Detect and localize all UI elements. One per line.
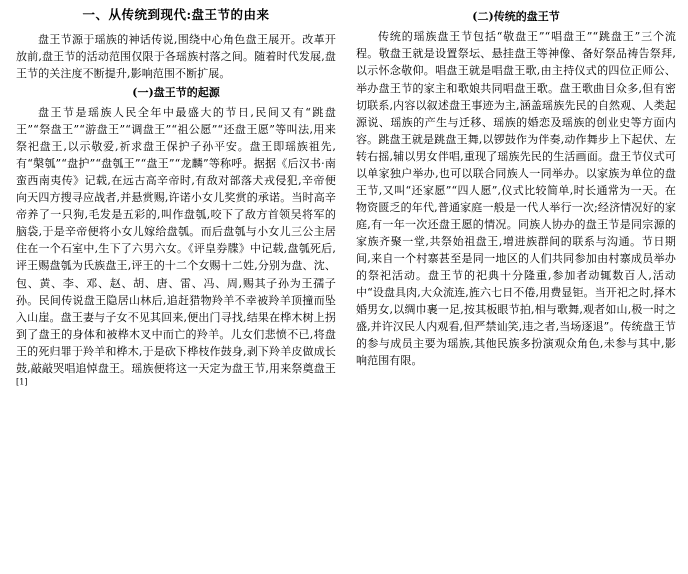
section-heading-origin: (一)盘王节的起源	[132, 85, 220, 99]
footnote-reference: [1]	[16, 377, 28, 387]
paragraph-traditional-body: 传统的瑶族盘王节包括“敬盘王”“唱盘王”“跳盘王”三个流程。敬盘王就是设置祭坛、悬挂盘王等神像、备好祭品祷告祭拜,以示怀念敬仰。唱盘王就是唱盘王歌,由主持仪式的四位正师公、举办盘王节的家主和歌娘共同唱盘王歌。盘王歌曲目众多,但有密切联系,内容以叙述盘王事迹为主,涵盖瑶族先民的自然观、人类起源说、瑶族的产生与迁移、瑶族的婚恋及瑶族的创业史等方面内容。跳盘王就是跳盘王舞,以锣鼓作为伴奏,动作舞步上下起伏、左转右摇,辅以男女伴唱,重现了瑶族先民的生活画面。盘王节仪式可以单家独户举办,也可以联合同族人一同举办。以家族为单位的盘王节,又叫“还家愿”“四人愿”,仪式比较简单,时长通常为一天。在物资匮乏的年代,普通家庭一般是一代人举行一次;经济情况好的家庭,有一年一次还盘王愿的情况。同族人协办的盘王节是同宗源的家族齐聚一堂,共祭始祖盘王,增进族群间的联系与沟通。节日期间,来自一个村寨甚至是同一地区的人们共同参加由村寨成员举办的祭祀活动。盘王节的祀典十分隆重,参加者动辄数百人,活动中“设盘具肉,大众流连,旌六七日不倦,用费显钜。当开祀之时,择木婚男女,以绸巾裹一足,按其板眼节拍,相与歌舞,观者如山,极一时之盛,并许汉民人内观看,但严禁讪笑,违之者,当场逐退”。传统盘王节的参与成员主要为瑶族,其他民族多扮演观众角色,未参与其中,影响范围有限。	[356, 30, 676, 368]
paragraph-origin-body	[16, 104, 336, 394]
page-title: 一、从传统到现代:盘王节的由来	[82, 7, 270, 22]
two-column-layout	[16, 6, 674, 570]
paragraph-intro: 盘王节源于瑶族的神话传说,围绕中心角色盘王展开。改革开放前,盘王节的活动范围仅限于各瑶族村落之间。随着时代发展,盘王节的关注度不断提升,影响范围不断扩展。	[16, 32, 336, 80]
section-heading-traditional: (二)传统的盘王节	[472, 10, 560, 23]
paragraph-origin-text: 盘王节是瑶族人民全年中最盛大的节日,民间又有“跳盘王”“祭盘王”“游盘王”“调盘王”“祖公愿”“还盘王愿”等叫法,用来祭祀盘王,以示敬爱,祈求盘王保护子孙平安。盘王即瑶族祖先,有“槃瓠”“盘护”“盘瓠王”“盘王”“龙麟”等称呼。据据《后汉书·南蛮西南夷传》记载,在远古高辛帝时,有敌对部落犬戎侵犯,辛帝便向天四方搜寻应战者,并悬赏赐,许诺小女儿奖赏的承诺。当时高辛帝养了一只狗,毛发是五彩的,叫作盘瓠,咬下了敌方首领吴将军的脑袋,于是辛帝便将小女儿嫁给盘瓠。而后盘瓠与小女儿三公主居住在一个石室中,生下了六男六女。《评皇券牒》中记载,盘瓠死后,评王赐盘瓠为氏族盘王,评王的十二个女赐十二姓,分别为盘、沈、包、黄、李、邓、赵、胡、唐、雷、冯、周,赐其子孙为王孺子孙。民间传说盘王隐居山林后,追赶猎物羚羊不幸被羚羊顶撞而坠入山崖。盘王妻与子女不见其回来,便出门寻找,结果在桦木树上拐到了盘王的身体和被桦木叉中而亡的羚羊。儿女们悲愤不已,将盘王的死归罪于羚羊和桦木,于是砍下桦枝作鼓身,剥下羚羊皮做成长鼓,敲敲哭唱追悼盘王。瑶族便将这一天定为盘王节,用来祭奠盘王	[16, 106, 336, 375]
left-column	[16, 6, 336, 570]
right-column	[356, 6, 676, 570]
